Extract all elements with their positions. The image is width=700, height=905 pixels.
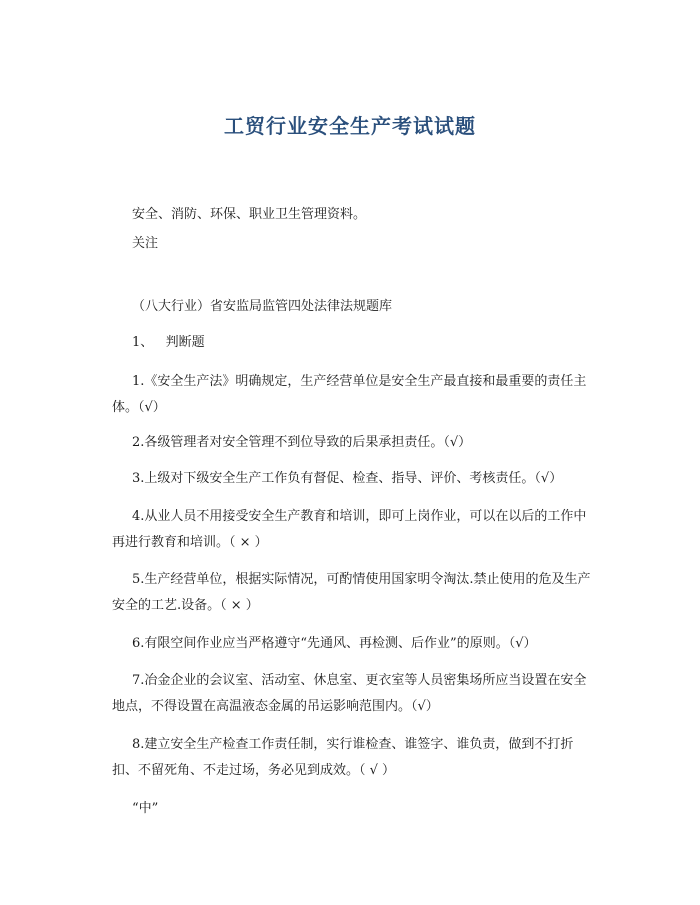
question-5: 5.生产经营单位，根据实际情况，可酌情使用国家明令淘汰.禁止使用的危及生产安全的工艺.设备。（ × ） xyxy=(112,572,591,613)
follow-link[interactable]: 关注 xyxy=(132,236,159,251)
document-title: 工贸行业安全生产考试试题 xyxy=(224,114,476,138)
trailing-text: “中” xyxy=(132,801,159,816)
intro-line: 安全、消防、环保、职业卫生管理资料。 xyxy=(132,207,367,222)
question-2: 2.各级管理者对安全管理不到位导致的后果承担责任。（√） xyxy=(132,435,472,450)
question-4: 4.从业人员不用接受安全生产教育和培训，即可上岗作业，可以在以后的工作中再进行教育和培训。（ × ） xyxy=(112,509,587,550)
question-1: 1.《安全生产法》明确规定，生产经营单位是安全生产最直接和最重要的责任主体。（√） xyxy=(112,374,587,415)
question-6: 6.有限空间作业应当严格遵守“先通风、再检测、后作业”的原则。（√） xyxy=(132,636,537,651)
question-3: 3.上级对下级安全生产工作负有督促、检查、指导、评价、考核责任。（√） xyxy=(132,471,563,486)
question-bank-title: （八大行业）省安监局监管四处法律法规题库 xyxy=(132,299,393,314)
question-8: 8.建立安全生产检查工作责任制，实行谁检查、谁签字、谁负责，做到不打折扣、不留死角、不走过场，务必见到成效。（ √ ） xyxy=(112,737,574,778)
question-7: 7.冶金企业的会议室、活动室、休息室、更衣室等人员密集场所应当设置在安全地点，不得设置在高温液态金属的吊运影响范围内。（√） xyxy=(112,673,587,714)
section-heading: 1、 判断题 xyxy=(132,335,205,350)
